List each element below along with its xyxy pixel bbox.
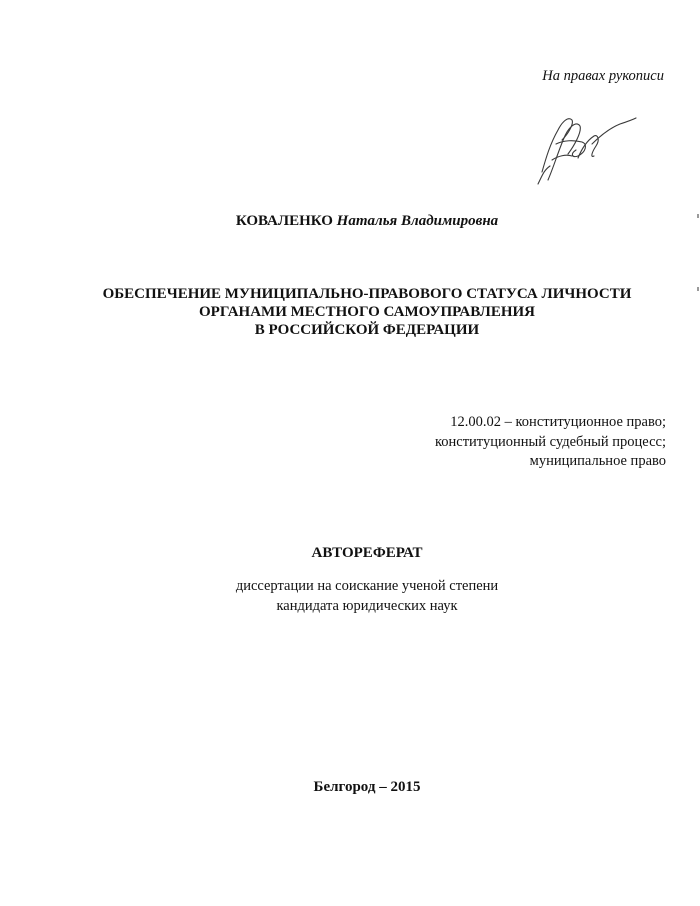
scan-edge-mark <box>697 287 699 291</box>
specialty-line: 12.00.02 – конституционное право; <box>450 414 666 430</box>
degree-line: диссертации на соискание ученой степени <box>235 578 499 594</box>
author-name <box>0 213 700 230</box>
title-line: ОБЕСПЕЧЕНИЕ МУНИЦИПАЛЬНО-ПРАВОВОГО СТАТУСА ЛИЧНОСТИ <box>102 286 632 302</box>
city-year: Белгород – 2015 <box>313 779 421 795</box>
degree-line: кандидата юридических наук <box>276 598 458 614</box>
title-line: ОРГАНАМИ МЕСТНОГО САМОУПРАВЛЕНИЯ <box>198 304 535 320</box>
dissertation-title <box>0 285 700 339</box>
specialty-line: муниципальное право <box>529 453 666 469</box>
rights-note: На правах рукописи <box>542 68 664 84</box>
document-type-heading: АВТОРЕФЕРАТ <box>311 545 423 561</box>
author-given-names: Наталья Владимировна <box>336 213 499 229</box>
title-line: В РОССИЙСКОЙ ФЕДЕРАЦИИ <box>254 322 480 338</box>
handwritten-signature <box>528 100 638 190</box>
specialty-block <box>435 413 666 472</box>
specialty-line: конституционный судебный процесс; <box>434 433 666 450</box>
author-surname: КОВАЛЕНКО <box>235 213 333 229</box>
scan-edge-mark <box>697 214 699 218</box>
degree-description <box>0 576 700 616</box>
